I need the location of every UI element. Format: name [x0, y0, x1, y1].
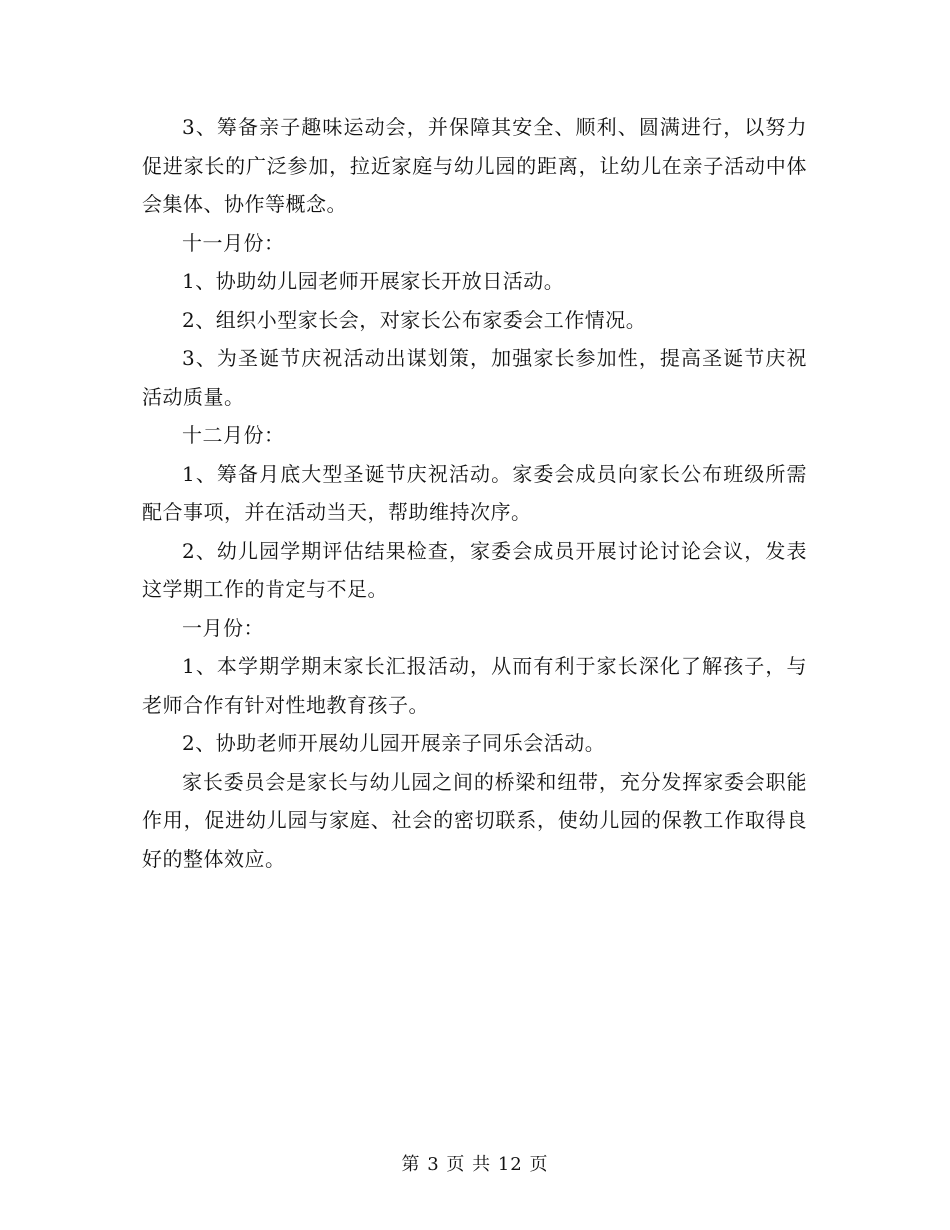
paragraph-open-day: 1、协助幼儿园老师开展家长开放日活动。	[182, 269, 565, 293]
paragraph-term-report: 1、本学期学期末家长汇报活动，从而有利于家长深化了解孩子，与老师合作有针对性地教育孩子。	[142, 654, 807, 717]
paragraph-christmas-planning: 3、为圣诞节庆祝活动出谋划策，加强家长参加性，提高圣诞节庆祝活动质量。	[142, 346, 807, 409]
heading-november: 十一月份：	[182, 230, 285, 255]
paragraph-parent-meeting: 2、组织小型家长会，对家长公布家委会工作情况。	[182, 307, 647, 332]
document-body	[142, 108, 807, 878]
heading-december: 十二月份：	[182, 423, 285, 447]
paragraph-sports-meet: 3、筹备亲子趣味运动会，并保障其安全、顺利、圆满进行，以努力促进家长的广泛参加，拉近家庭与幼儿园的距离，让幼儿在亲子活动中体会集体、协作等概念。	[142, 115, 807, 216]
paragraph-summary: 家长委员会是家长与幼儿园之间的桥梁和纽带，充分发挥家委会职能作用，促进幼儿园与家庭、社会的密切联系，使幼儿园的保教工作取得良好的整体效应。	[142, 769, 807, 871]
page-number-footer: 第 3 页 共 12 页	[401, 1154, 549, 1175]
heading-january: 一月份：	[182, 615, 264, 640]
paragraph-family-fun: 2、协助老师开展幼儿园开展亲子同乐会活动。	[182, 731, 606, 755]
paragraph-christmas-event: 1、筹备月底大型圣诞节庆祝活动。家委会成员向家长公布班级所需配合事项，并在活动当天，帮助维持次序。	[142, 461, 807, 524]
paragraph-term-evaluation: 2、幼儿园学期评估结果检查，家委会成员开展讨论讨论会议，发表这学期工作的肯定与不足。	[142, 538, 807, 601]
